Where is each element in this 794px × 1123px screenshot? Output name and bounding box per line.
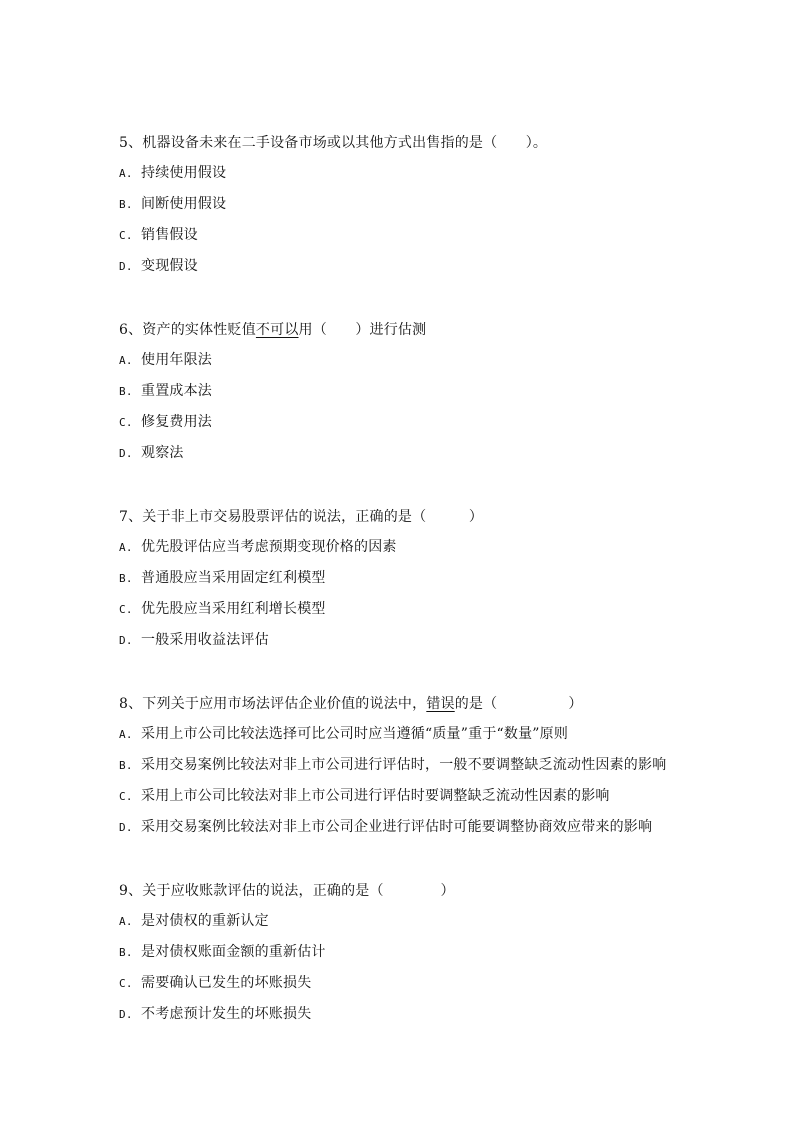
option-letter: C. — [119, 603, 133, 616]
option-letter: A. — [119, 354, 133, 367]
option-letter: D. — [119, 821, 133, 834]
option-text: 变现假设 — [141, 258, 198, 274]
option-letter: B. — [119, 385, 133, 398]
option-letter: B. — [119, 198, 133, 211]
option-letter: D. — [119, 447, 133, 460]
option-c — [119, 600, 719, 618]
option-a — [119, 538, 719, 556]
option-text: 采用交易案例比较法对非上市公司企业进行评估时可能要调整协商效应带来的影响 — [141, 819, 653, 835]
option-text: 观察法 — [141, 445, 184, 461]
option-text: 是对债权的重新认定 — [141, 913, 269, 929]
option-text: 不考虑预计发生的坏账损失 — [141, 1006, 312, 1022]
option-text: 持续使用假设 — [141, 165, 227, 181]
option-text: 销售假设 — [141, 227, 198, 243]
option-letter: A. — [119, 728, 133, 741]
option-letter: C. — [119, 416, 133, 429]
option-c — [119, 787, 719, 805]
question-stem — [119, 695, 719, 713]
stem-underlined: 错误 — [426, 696, 455, 712]
option-text: 普通股应当采用固定红利模型 — [141, 570, 326, 586]
option-c — [119, 413, 719, 431]
option-b — [119, 756, 719, 774]
option-b — [119, 382, 719, 400]
option-text: 间断使用假设 — [141, 196, 227, 212]
option-letter: D. — [119, 634, 133, 647]
question-stem: 9、关于应收账款评估的说法，正确的是（ ） — [119, 883, 455, 899]
option-letter: B. — [119, 759, 133, 772]
option-b — [119, 943, 719, 961]
option-letter: C. — [119, 229, 133, 242]
stem-before: 8、下列关于应用市场法评估企业价值的说法中， — [119, 696, 427, 712]
question-5 — [119, 134, 719, 275]
option-a — [119, 164, 719, 182]
option-letter: B. — [119, 946, 133, 959]
option-d — [119, 444, 719, 462]
question-stem — [119, 321, 719, 339]
option-d — [119, 818, 719, 836]
option-letter: D. — [119, 260, 133, 273]
option-text: 需要确认已发生的坏账损失 — [141, 975, 312, 991]
option-text: 优先股应当采用红利增长模型 — [141, 601, 326, 617]
stem-underlined: 不可以 — [255, 322, 299, 338]
option-letter: D. — [119, 1008, 133, 1021]
option-a — [119, 725, 719, 743]
option-letter: A. — [119, 541, 133, 554]
option-letter: B. — [119, 572, 133, 585]
option-d — [119, 1005, 719, 1023]
question-6 — [119, 321, 719, 462]
option-letter: A. — [119, 915, 133, 928]
option-c — [119, 974, 719, 992]
option-text: 采用交易案例比较法对非上市公司进行评估时，一般不要调整缺乏流动性因素的影响 — [141, 757, 667, 773]
option-text: 一般采用收益法评估 — [141, 632, 269, 648]
option-letter: C. — [119, 790, 133, 803]
option-d — [119, 631, 719, 649]
stem-after: 的是（ ） — [454, 696, 583, 712]
question-8 — [119, 695, 719, 836]
option-text: 修复费用法 — [141, 414, 212, 430]
option-text: 优先股评估应当考虑预期变现价格的因素 — [141, 539, 397, 555]
option-d — [119, 257, 719, 275]
option-text: 重置成本法 — [141, 383, 212, 399]
option-text: 采用上市公司比较法对非上市公司进行评估时要调整缺乏流动性因素的影响 — [141, 788, 610, 804]
option-text: 是对债权账面金额的重新估计 — [141, 944, 326, 960]
option-b — [119, 195, 719, 213]
option-a — [119, 351, 719, 369]
option-letter: A. — [119, 167, 133, 180]
question-stem: 5、机器设备未来在二手设备市场或以其他方式出售指的是（ ）。 — [119, 135, 548, 151]
stem-after: 用（ ）进行估测 — [298, 322, 427, 338]
option-b — [119, 569, 719, 587]
option-letter: C. — [119, 977, 133, 990]
option-c — [119, 226, 719, 244]
question-stem: 7、关于非上市交易股票评估的说法，正确的是（ ） — [119, 509, 484, 525]
question-7 — [119, 508, 719, 649]
option-text: 使用年限法 — [141, 352, 212, 368]
stem-before: 6、资产的实体性贬值 — [119, 322, 256, 338]
option-text: 采用上市公司比较法选择可比公司时应当遵循“质量”重于“数量”原则 — [141, 726, 569, 742]
option-a — [119, 912, 719, 930]
question-9 — [119, 882, 719, 1023]
